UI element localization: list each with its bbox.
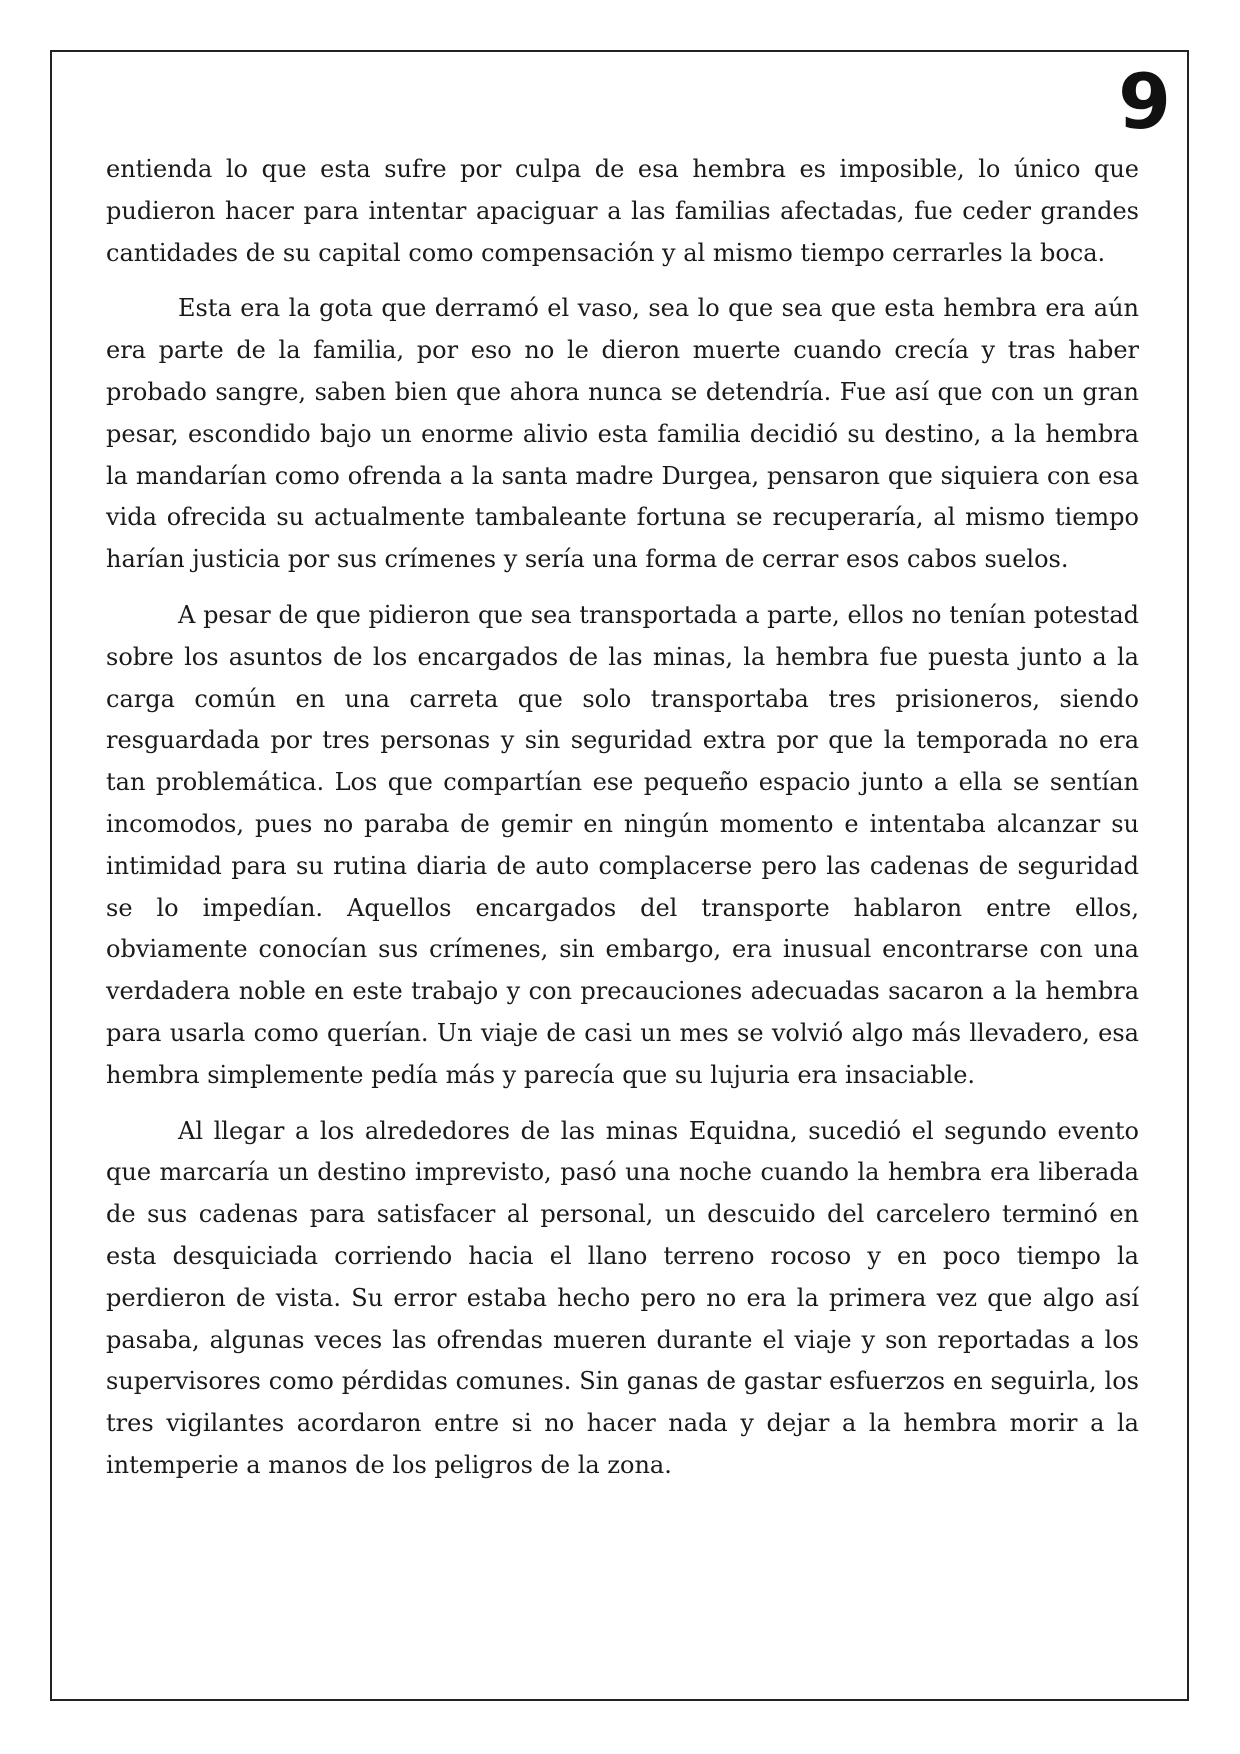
paragraph-2: Esta era la gota que derramó el vaso, sea lo que sea que esta hembra era aún era parte de la familia, por eso no le dieron muerte cuando crecía y tras haber probado sangre, saben bien que ahora nunca se detendría. Fue así que con un gran pesar, escondido bajo un enorme alivio esta familia decidió su destino, a la hembra la mandarían como ofrenda a la santa madre Durgea, pensaron que siquiera con esa vida ofrecida su actualmente tambaleante fortuna se recuperaría, al mismo tiempo harían justicia por sus crímenes y sería una forma de cerrar esos cabos suelos.	[106, 294, 1139, 574]
text-body	[106, 149, 1139, 1501]
page-number: 9	[1118, 57, 1171, 146]
paragraph-4: Al llegar a los alrededores de las minas Equidna, sucedió el segundo evento que marcaría un destino imprevisto, pasó una noche cuando la hembra era liberada de sus cadenas para satisfacer al personal, un descuido del carcelero terminó en esta desquiciada corriendo hacia el llano terreno rocoso y en poco tiempo la perdieron de vista. Su error estaba hecho pero no era la primera vez que algo así pasaba, algunas veces las ofrendas mueren durante el viaje y son reportadas a los supervisores como pérdidas comunes. Sin ganas de gastar esfuerzos en seguirla, los tres vigilantes acordaron entre si no hacer nada y dejar a la hembra morir a la intemperie a manos de los peligros de la zona.	[106, 1116, 1139, 1479]
paragraph-3: A pesar de que pidieron que sea transportada a parte, ellos no tenían potestad sobre los asuntos de los encargados de las minas, la hembra fue puesta junto a la carga común en una carreta que solo transportaba tres prisioneros, siendo resguardada por tres personas y sin seguridad extra por que la temporada no era tan problemática. Los que compartían ese pequeño espacio junto a ella se sentían incomodos, pues no paraba de gemir en ningún momento e intentaba alcanzar su intimidad para su rutina diaria de auto complacerse pero las cadenas de seguridad se lo impedían. Aquellos encargados del transporte hablaron entre ellos, obviamente conocían sus crímenes, sin embargo, era inusual encontrarse con una verdadera noble en este trabajo y con precauciones adecuadas sacaron a la hembra para usarla como querían. Un viaje de casi un mes se volvió algo más llevadero, esa hembra simplemente pedía más y parecía que su lujuria era insaciable.	[106, 600, 1139, 1089]
page-frame	[50, 50, 1189, 1701]
paragraph-1: entienda lo que esta sufre por culpa de esa hembra es imposible, lo único que pudieron hacer para intentar apaciguar a las familias afectadas, fue ceder grandes cantidades de su capital como compensación y al mismo tiempo cerrarles la boca.	[106, 155, 1139, 267]
